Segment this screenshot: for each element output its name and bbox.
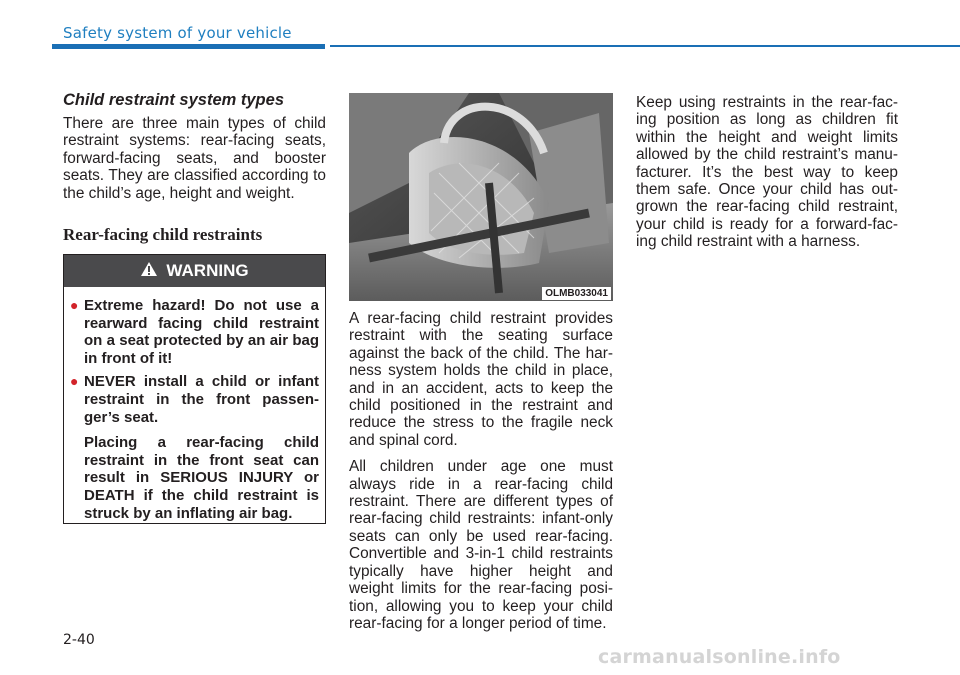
middle-column	[349, 310, 613, 632]
right-paragraph: Keep using restraints in the rear-fac-ing position as long as children fit within the height and weight limits allowed by the child restraint’s manu-facturer. It’s the best way to keep them safe. Once your child has out-grown the rear-facing child restraint, your child is ready for a forward-fac-ing child restraint with a harness.	[636, 94, 898, 251]
rear-facing-seat-photo	[349, 93, 613, 301]
watermark-text: carmanualsonline.info	[598, 646, 841, 668]
subheading: Rear-facing child restraints	[63, 225, 263, 244]
section-header-title: Safety system of your vehicle	[63, 24, 292, 42]
warning-item-text: Extreme hazard! Do not use a rearward facing child restraint on a seat protected by an air bag in front of it!	[84, 297, 319, 367]
warning-header	[64, 255, 325, 287]
figure-code: OLMB033041	[542, 287, 611, 300]
warning-label: WARNING	[166, 261, 249, 280]
middle-paragraph-1: A rear-facing child restraint provides restraint with the seating surface against the back of the child. The har-ness system holds the child in place, and in an accident, acts to keep the child positioned in the restraint and reduce the stress to the fragile neck and spinal cord.	[349, 310, 613, 449]
warning-item-text: NEVER install a child or infant restraint in the front passen-ger’s seat.	[84, 373, 319, 426]
warning-triangle-icon	[140, 261, 158, 282]
right-column	[636, 94, 898, 251]
header-rule-thick	[52, 44, 325, 49]
warning-continuation: Placing a rear-facing child restraint in the front seat can result in SERIOUS INJURY or DEATH if the child restraint is struck by an inflating air bag.	[84, 434, 319, 522]
rear-facing-seat-illustration	[349, 93, 613, 301]
intro-column	[63, 115, 326, 202]
warning-item	[70, 297, 319, 367]
middle-paragraph-2: All children under age one must always ride in a rear-facing child restraint. There are different types of rear-facing child restraints: infant-only seats can only be used rear-facing. Convertible and 3-in-1 child restraints typically have higher height and weight limits for the rear-facing posi-tion, allowing you to keep your child rear-facing for a longer period of time.	[349, 458, 613, 632]
intro-paragraph: There are three main types of child restraint systems: rear-facing seats, forward-facing seats, and booster seats. They are classified according to the child’s age, height and weight.	[63, 115, 326, 202]
section-heading: Child restraint system types	[63, 91, 284, 109]
warning-body	[64, 287, 325, 522]
header-rule-thin	[330, 45, 960, 47]
bullet-icon: ●	[70, 297, 79, 313]
bullet-icon: ●	[70, 373, 79, 390]
warning-item	[70, 373, 319, 426]
page-number: 2-40	[63, 632, 95, 648]
warning-box	[63, 254, 326, 524]
